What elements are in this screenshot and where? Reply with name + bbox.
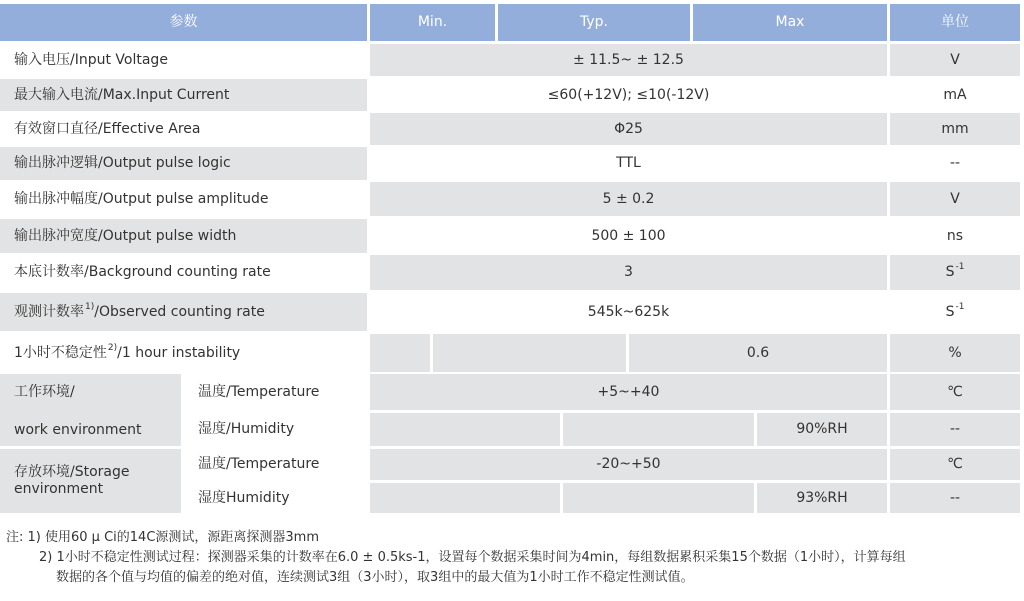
footnote-2a: 2) 1小时不稳定性测试过程：探测器采集的计数率在6.0 ± 0.5ks-1，设置每个数据采集时间为4min，每组数据累积采集15个数据（1小时），计算每组 [39,550,906,565]
row-effective-area-value: Φ25 [370,113,887,145]
storage-env-temp-label: 温度/Temperature [184,449,367,480]
unit-superscript: -1 [955,262,965,273]
footnote-2b: 数据的各个值与均值的偏差的绝对值，连续测试3组（3小时），取3组中的最大值为1小时工作不稳定性测试值。 [56,570,694,585]
header-max: Max [693,4,887,41]
work-env-label [0,374,181,446]
row-effective-area-label: 有效窗口直径/Effective Area [0,113,367,145]
row-background-rate-label: 本底计数率/Background counting rate [0,255,367,290]
unit-text: S [945,303,955,320]
storage-env-hum-typ [563,483,754,513]
work-env-hum-min [370,413,560,446]
row-observed-rate-unit [890,293,1020,331]
work-env-label-cn: 工作环境/ [14,384,75,400]
storage-env-temp-value: -20~+50 [370,449,887,480]
row-observed-rate-label [0,293,367,331]
work-env-hum-unit: -- [890,413,1020,446]
row-pulse-width-value: 500 ± 100 [370,219,887,253]
row-max-current-label: 最大输入电流/Max.Input Current [0,79,367,111]
row-background-rate-unit [890,255,1020,290]
notes-prefix: 注: [6,530,24,545]
row-instability-typ [433,334,626,372]
header-param: 参数 [0,4,367,41]
label-en: /1 hour instability [117,344,241,361]
row-background-rate-value: 3 [370,255,887,290]
storage-env-hum-min [370,483,560,513]
row-pulse-amplitude-unit: V [890,182,1020,216]
label-cn: 观测计数率 [14,303,84,320]
row-instability-label [0,334,367,372]
row-input-voltage-value: ± 11.5~ ± 12.5 [370,44,887,76]
work-env-temp-value: +5~+40 [370,374,887,410]
row-pulse-amplitude-value: 5 ± 0.2 [370,182,887,216]
row-effective-area-unit: mm [890,113,1020,145]
row-input-voltage-label: 输入电压/Input Voltage [0,44,367,76]
header-typ: Typ. [498,4,690,41]
unit-superscript: -1 [955,301,965,312]
row-max-current-unit: mA [890,79,1020,111]
row-input-voltage-unit: V [890,44,1020,76]
storage-env-label-text: 存放环境/Storage environment [14,464,130,497]
row-max-current-value: ≤60(+12V); ≤10(-12V) [370,79,887,111]
row-instability-unit: % [890,334,1020,372]
header-unit: 单位 [890,4,1020,41]
work-env-temp-unit: ℃ [890,374,1020,410]
work-env-hum-max: 90%RH [757,413,887,446]
label-en: /Observed counting rate [94,303,265,320]
storage-env-hum-label: 湿度Humidity [184,483,367,513]
row-instability-min [370,334,430,372]
row-observed-rate-value: 545k~625k [370,293,887,331]
row-pulse-logic-unit: -- [890,147,1020,180]
work-env-hum-label: 湿度/Humidity [184,413,367,446]
row-pulse-logic-label: 输出脉冲逻辑/Output pulse logic [0,147,367,180]
storage-env-hum-unit: -- [890,483,1020,513]
unit-text: S [945,264,955,281]
row-pulse-amplitude-label: 输出脉冲幅度/Output pulse amplitude [0,182,367,216]
row-pulse-width-label: 输出脉冲宽度/Output pulse width [0,219,367,253]
footnote-ref: 2) [107,342,118,353]
row-pulse-width-unit: ns [890,219,1020,253]
footnote-1-text: 1) 使用60 μ Ci的14C源测试，源距离探测器3mm [27,530,319,545]
footnote-1 [6,528,1020,548]
storage-env-hum-max: 93%RH [757,483,887,513]
work-env-label-en: work environment [14,422,142,439]
label-cn: 1小时不稳定性 [14,344,107,361]
work-env-hum-typ [563,413,754,446]
row-pulse-logic-value: TTL [370,147,887,180]
storage-env-temp-unit: ℃ [890,449,1020,480]
work-env-temp-label: 温度/Temperature [184,374,367,410]
footnotes [6,528,1020,588]
row-instability-max: 0.6 [629,334,887,372]
footnote-ref: 1) [85,301,95,312]
storage-env-label [0,449,181,513]
header-min: Min. [370,4,495,41]
